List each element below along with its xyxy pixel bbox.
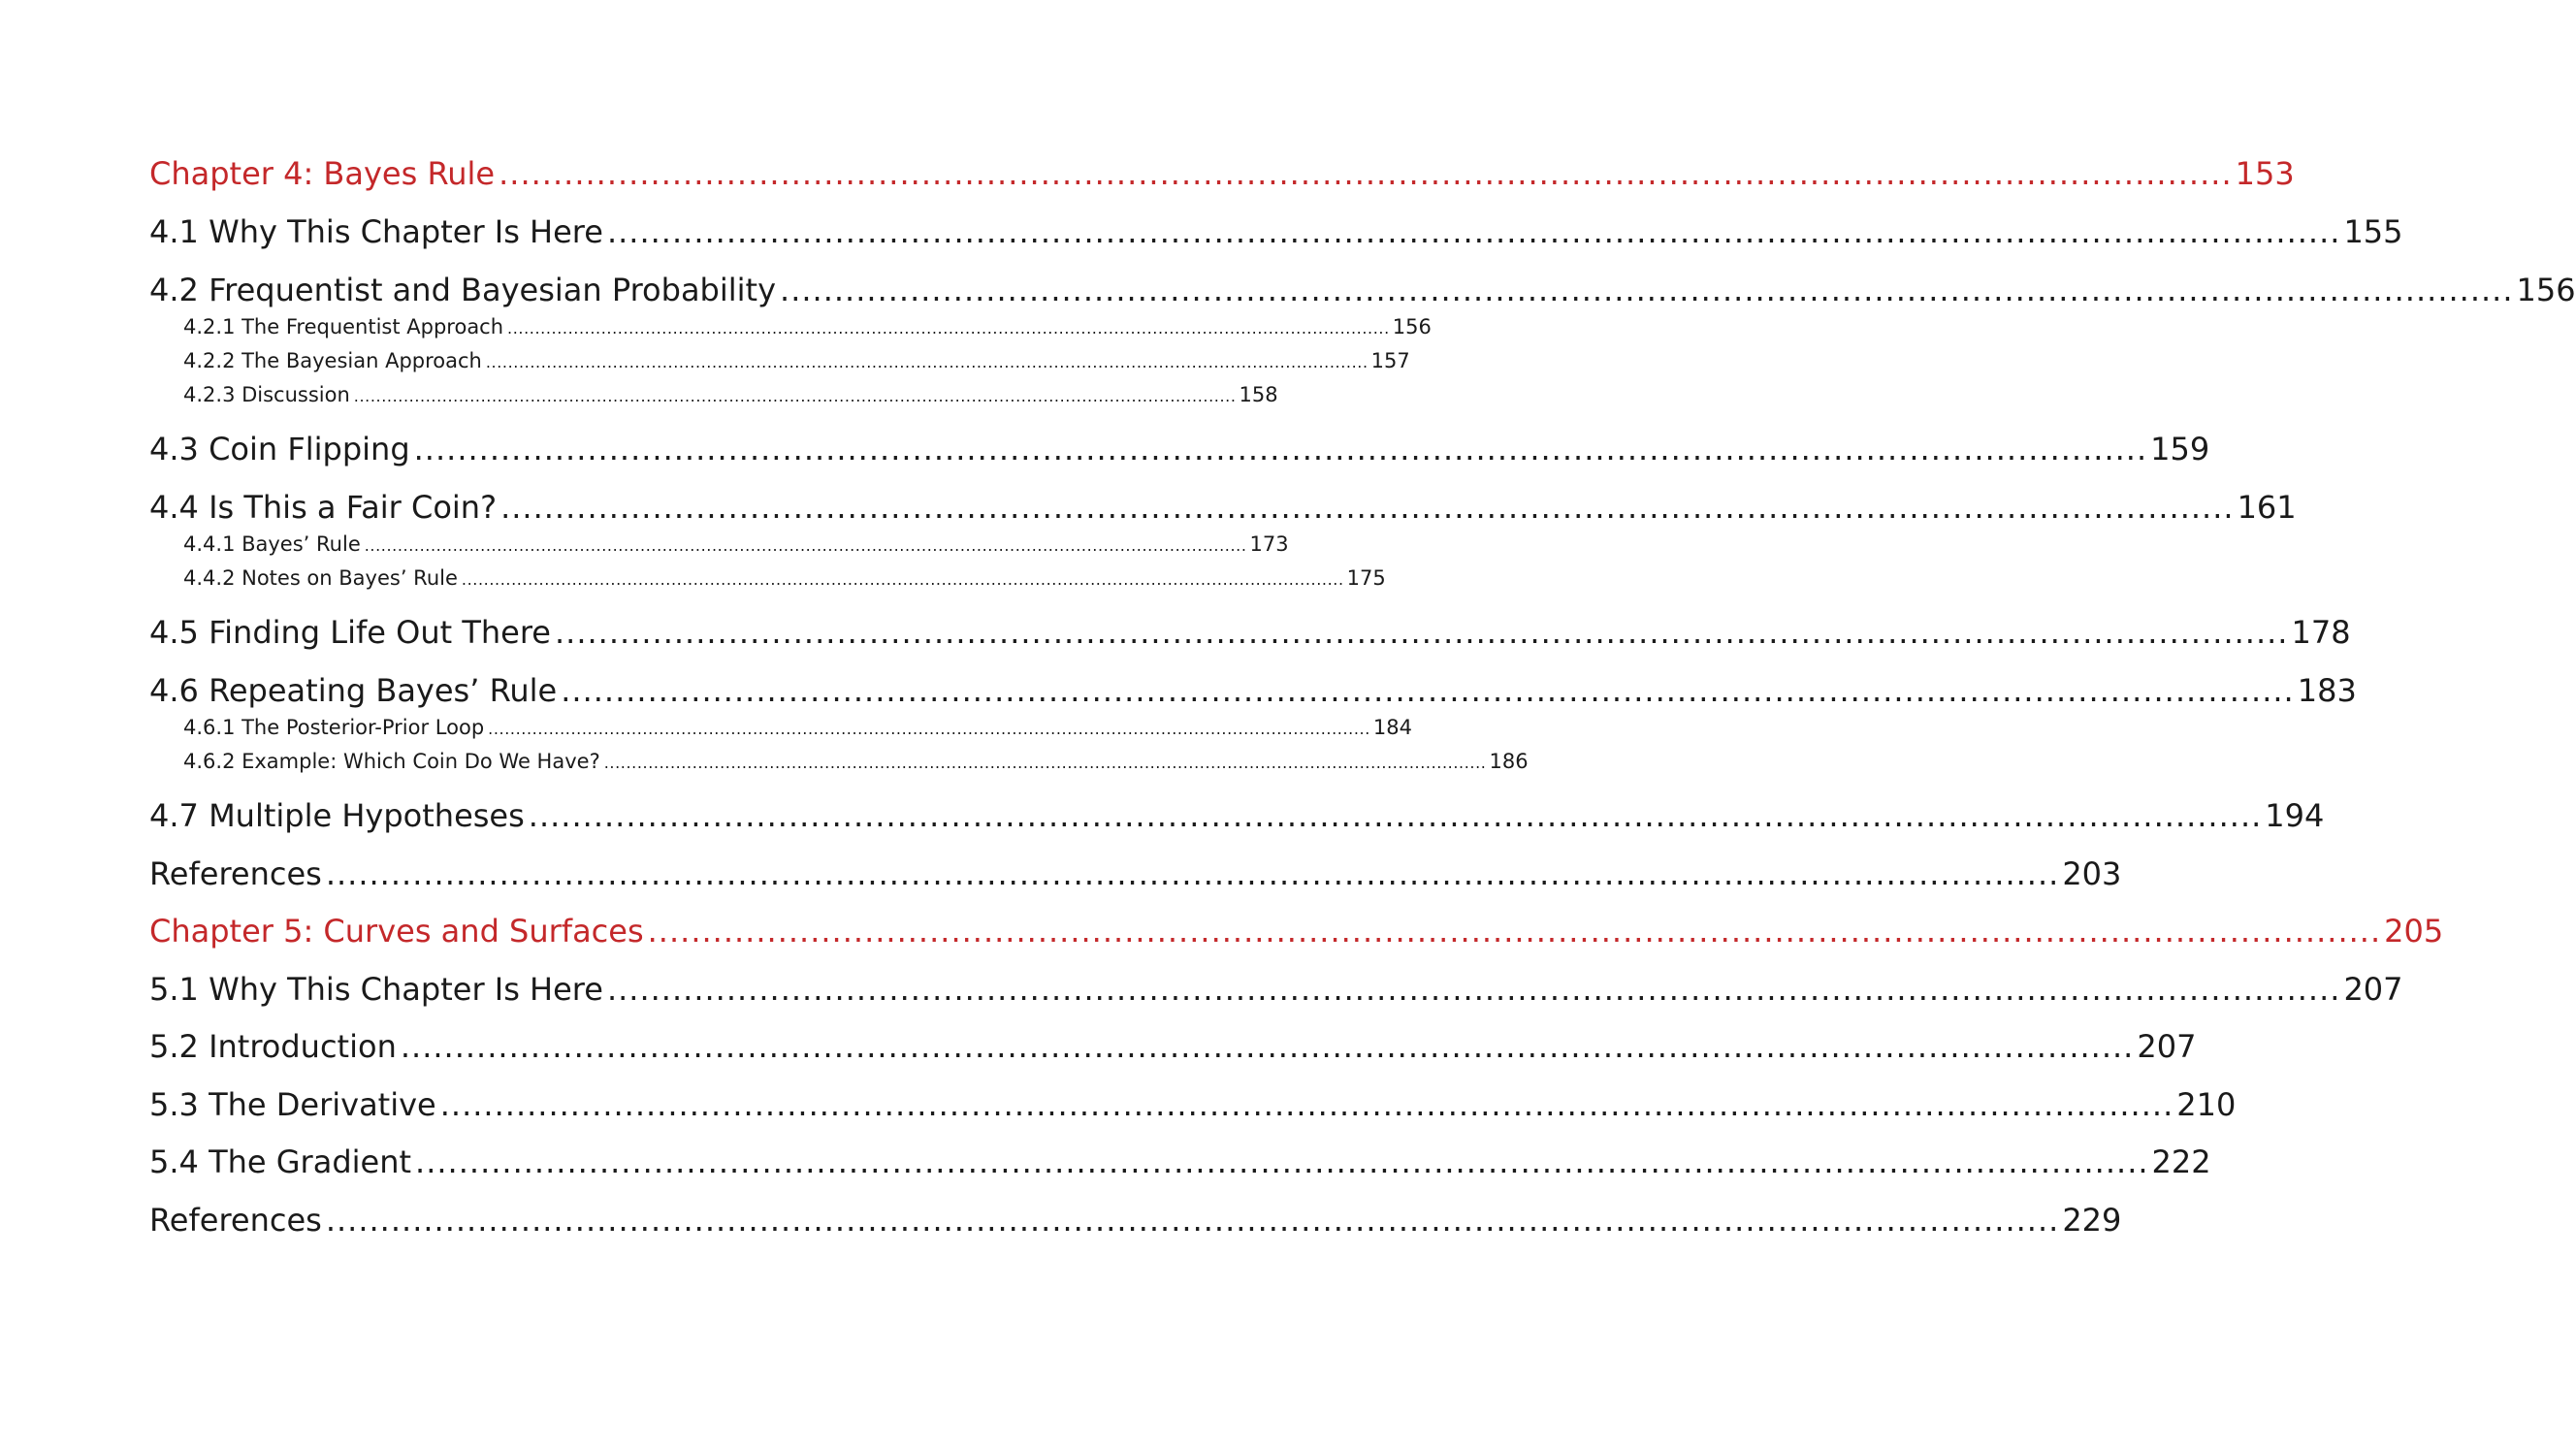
toc-entry-page: 205 — [2384, 913, 2444, 950]
toc-entry-title: 4.2 Frequentist and Bayesian Probability — [149, 272, 777, 308]
toc-entry-title: 4.4.2 Notes on Bayes’ Rule — [183, 566, 458, 590]
toc-section-5-3[interactable] — [149, 1084, 2237, 1125]
toc-section-4-3[interactable] — [149, 429, 2210, 469]
toc-section-4-4[interactable] — [149, 487, 2297, 528]
toc-entry-page: 156 — [2516, 272, 2576, 308]
dot-leader: ................................................................................................................................................................ — [488, 720, 1370, 738]
toc-entry-page: 161 — [2237, 489, 2297, 526]
toc-entry-page: 158 — [1239, 383, 1278, 406]
toc-entry-title: 5.1 Why This Chapter Is Here — [149, 971, 603, 1008]
toc-entry-page: 184 — [1372, 716, 1413, 739]
toc-entry-page: 175 — [1346, 566, 1386, 590]
dot-leader: ................................................................................................................................................................ — [528, 797, 2263, 834]
toc-entry-title: 4.2.1 The Frequentist Approach — [183, 315, 504, 338]
toc-chapter-5[interactable] — [149, 911, 2444, 951]
dot-leader: ................................................................................................................................................................ — [780, 272, 2514, 308]
toc-entry-page: 207 — [2343, 971, 2403, 1008]
toc-entry-page: 222 — [2151, 1143, 2211, 1180]
toc-entry-title: 4.4 Is This a Fair Coin? — [149, 489, 498, 526]
dot-leader: ................................................................................................................................................................ — [413, 431, 2148, 467]
toc-entry-title: 4.1 Why This Chapter Is Here — [149, 213, 603, 250]
toc-section-4-2[interactable] — [149, 270, 2576, 310]
toc-entry-title: 4.3 Coin Flipping — [149, 431, 410, 467]
dot-leader: ................................................................................................................................................................ — [485, 353, 1368, 371]
toc-entry-title: 5.4 The Gradient — [149, 1143, 412, 1180]
toc-entry-title: 4.4.1 Bayes’ Rule — [183, 532, 361, 556]
toc-subsection-4-4-2[interactable] — [183, 564, 1386, 593]
toc-entry-page: 173 — [1249, 532, 1289, 556]
toc-subsection-4-6-1[interactable] — [183, 713, 1413, 742]
toc-entry-title: 4.6.2 Example: Which Coin Do We Have? — [183, 750, 600, 773]
toc-subsection-4-2-2[interactable] — [183, 346, 1410, 375]
toc-subsection-4-2-3[interactable] — [183, 380, 1278, 409]
toc-entry-page: 203 — [2062, 855, 2122, 892]
dot-leader: ................................................................................................................................................................ — [415, 1143, 2149, 1180]
toc-entry-title: 5.2 Introduction — [149, 1028, 397, 1065]
toc-entry-title: 4.6 Repeating Bayes’ Rule — [149, 672, 558, 709]
toc-subsection-4-4-1[interactable] — [183, 530, 1289, 559]
toc-subsection-4-6-2[interactable] — [183, 747, 1529, 776]
toc-entry-title: 4.7 Multiple Hypotheses — [149, 797, 525, 834]
toc-entry-page: 155 — [2343, 213, 2403, 250]
toc-section-4-6[interactable] — [149, 670, 2357, 711]
toc-entry-title: 4.2.2 The Bayesian Approach — [183, 349, 482, 372]
toc-entry-page: 159 — [2150, 431, 2210, 467]
toc-entry-page: 153 — [2235, 155, 2295, 192]
dot-leader: ................................................................................................................................................................ — [364, 536, 1247, 555]
toc-section-4-1[interactable] — [149, 211, 2403, 252]
toc-entry-page: 156 — [1392, 315, 1432, 338]
dot-leader: ................................................................................................................................................................ — [499, 155, 2233, 192]
toc-entry-title: Chapter 4: Bayes Rule — [149, 155, 496, 192]
toc-entry-title: 5.3 The Derivative — [149, 1086, 436, 1123]
toc-entry-page: 183 — [2297, 672, 2357, 709]
dot-leader: ................................................................................................................................................................ — [561, 672, 2295, 709]
dot-leader: ................................................................................................................................................................ — [606, 971, 2341, 1008]
toc-entry-title: References — [149, 855, 322, 892]
toc-references-ch5[interactable] — [149, 1200, 2122, 1240]
toc-entry-page: 157 — [1370, 349, 1410, 372]
dot-leader: ................................................................................................................................................................ — [603, 754, 1487, 772]
dot-leader: ................................................................................................................................................................ — [500, 489, 2235, 526]
dot-leader: ................................................................................................................................................................ — [554, 614, 2289, 651]
toc-entry-title: 4.6.1 The Posterior-Prior Loop — [183, 716, 485, 739]
toc-section-5-4[interactable] — [149, 1142, 2211, 1182]
dot-leader: ................................................................................................................................................................ — [400, 1028, 2135, 1065]
toc-entry-title: 4.2.3 Discussion — [183, 383, 350, 406]
toc-entry-page: 178 — [2291, 614, 2351, 651]
toc-entry-page: 186 — [1489, 750, 1529, 773]
toc-subsection-4-2-1[interactable] — [183, 312, 1432, 341]
dot-leader: ................................................................................................................................................................ — [647, 913, 2382, 950]
toc-entry-title: Chapter 5: Curves and Surfaces — [149, 913, 644, 950]
toc-entry-page: 194 — [2265, 797, 2325, 834]
dot-leader: ................................................................................................................................................................ — [325, 855, 2060, 892]
toc-entry-title: References — [149, 1202, 322, 1239]
dot-leader: ................................................................................................................................................................ — [507, 319, 1390, 338]
toc-entry-page: 229 — [2062, 1202, 2122, 1239]
toc-section-5-2[interactable] — [149, 1026, 2197, 1067]
toc-entry-page: 210 — [2176, 1086, 2237, 1123]
toc-entry-title: 4.5 Finding Life Out There — [149, 614, 551, 651]
toc-section-4-7[interactable] — [149, 795, 2325, 836]
dot-leader: ................................................................................................................................................................ — [353, 387, 1237, 405]
toc-entry-page: 207 — [2137, 1028, 2197, 1065]
dot-leader: ................................................................................................................................................................ — [461, 570, 1344, 589]
toc-section-5-1[interactable] — [149, 969, 2403, 1010]
dot-leader: ................................................................................................................................................................ — [439, 1086, 2174, 1123]
toc-references-ch4[interactable] — [149, 853, 2122, 894]
dot-leader: ................................................................................................................................................................ — [606, 213, 2341, 250]
dot-leader: ................................................................................................................................................................ — [325, 1202, 2060, 1239]
toc-section-4-5[interactable] — [149, 612, 2351, 653]
toc-chapter-4[interactable] — [149, 153, 2295, 194]
